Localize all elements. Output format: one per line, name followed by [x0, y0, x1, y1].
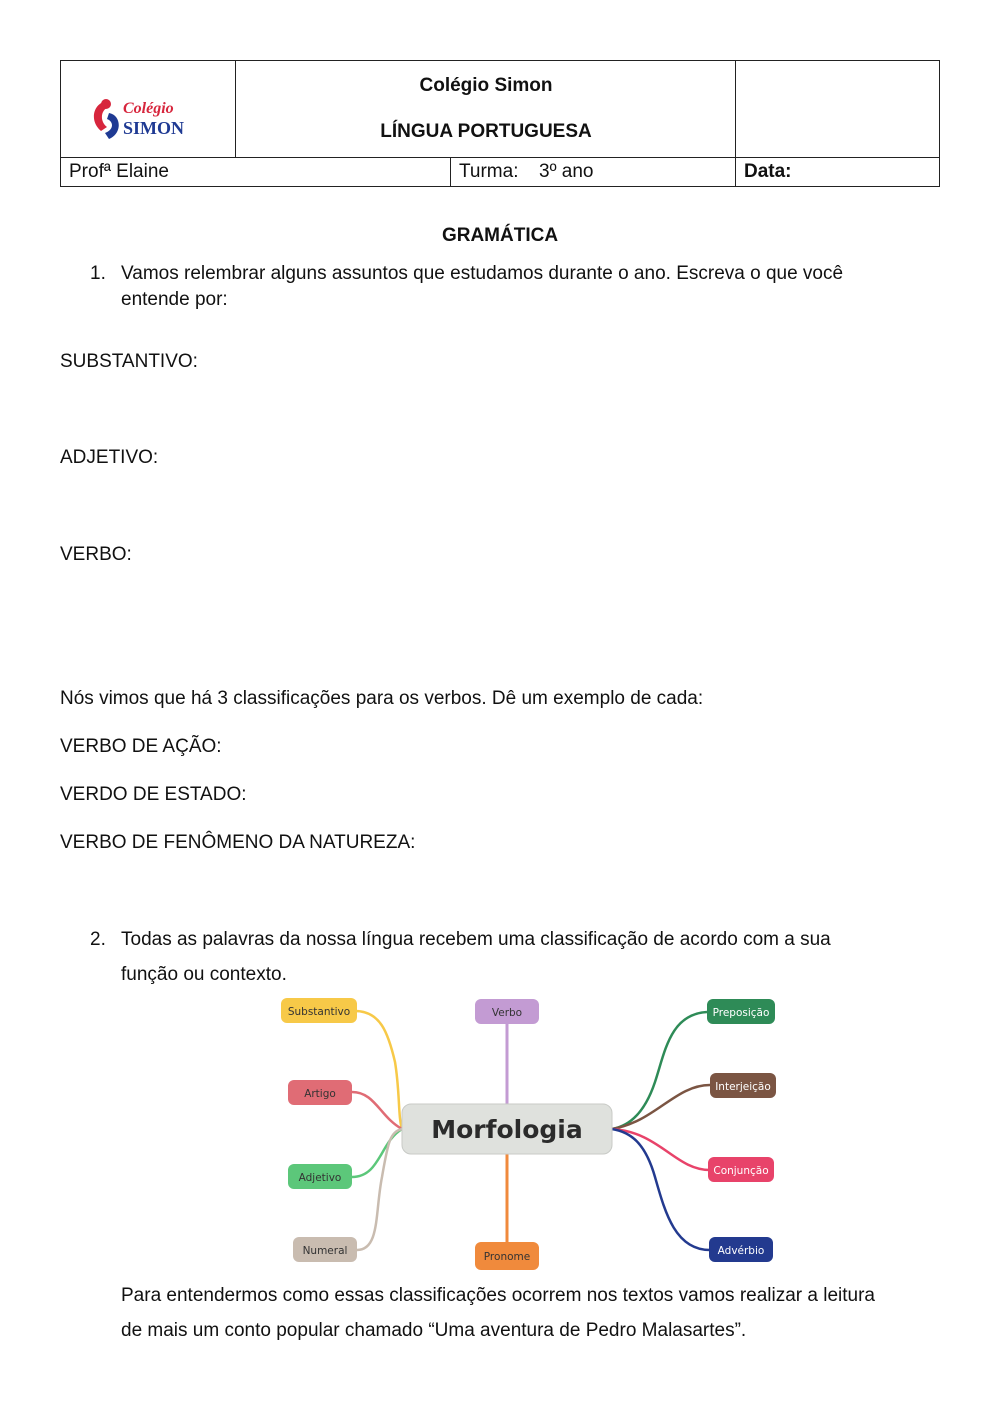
teacher-name: Profª Elaine	[69, 161, 169, 182]
adverbio-label: Advérbio	[717, 1245, 765, 1257]
adjetivo-label: Adjetivo	[298, 1172, 342, 1184]
question1-line1: Vamos relembrar alguns assuntos que estudamos durante o ano. Escreva o que você	[121, 263, 844, 284]
verbo-fenomeno-prompt: VERBO DE FENÔMENO DA NATUREZA:	[60, 832, 416, 853]
date-label: Data:	[744, 161, 792, 182]
question1-line2: entende por:	[121, 289, 228, 310]
artigo-label: Artigo	[304, 1088, 336, 1100]
header-table	[60, 60, 940, 187]
question2-line1: Todas as palavras da nossa língua recebem uma classificação de acordo com a sua	[121, 929, 831, 950]
pronome-label: Pronome	[483, 1251, 531, 1263]
question2-line2: função ou contexto.	[121, 964, 287, 985]
verbs-intro: Nós vimos que há 3 classificações para os verbos. Dê um exemplo de cada:	[60, 688, 704, 709]
svg-text:SIMON: SIMON	[123, 118, 185, 138]
school-logo	[87, 87, 209, 147]
question1-number: 1.	[90, 263, 106, 284]
svg-text:Colégio: Colégio	[123, 100, 174, 117]
conjuncao-label: Conjunção	[713, 1165, 769, 1177]
closing-line2: de mais um conto popular chamado “Uma aventura de Pedro Malasartes”.	[121, 1320, 747, 1341]
substantivo-prompt: SUBSTANTIVO:	[60, 351, 198, 372]
question2-number: 2.	[90, 929, 106, 950]
preposicao-label: Preposição	[712, 1007, 770, 1019]
closing-line1: Para entendermos como essas classificações ocorrem nos textos vamos realizar a leitura	[121, 1285, 875, 1306]
verbo-acao-prompt: VERBO DE AÇÃO:	[60, 736, 222, 757]
morfologia-mindmap	[270, 992, 790, 1277]
subject-name: LÍNGUA PORTUGUESA	[380, 121, 592, 142]
school-name: Colégio Simon	[419, 75, 553, 96]
numeral-label: Numeral	[302, 1245, 348, 1257]
adjetivo-prompt: ADJETIVO:	[60, 447, 159, 468]
class-label: Turma:	[459, 161, 519, 182]
class-value: 3º ano	[539, 161, 594, 182]
substantivo-label: Substantivo	[287, 1006, 351, 1018]
verbo-estado-prompt: VERDO DE ESTADO:	[60, 784, 247, 805]
interjeicao-label: Interjeição	[715, 1081, 771, 1093]
section-title: GRAMÁTICA	[441, 225, 559, 246]
morfologia-label: Morfologia	[431, 1115, 583, 1144]
verbo-prompt: VERBO:	[60, 544, 132, 565]
verbo-label: Verbo	[491, 1007, 523, 1019]
